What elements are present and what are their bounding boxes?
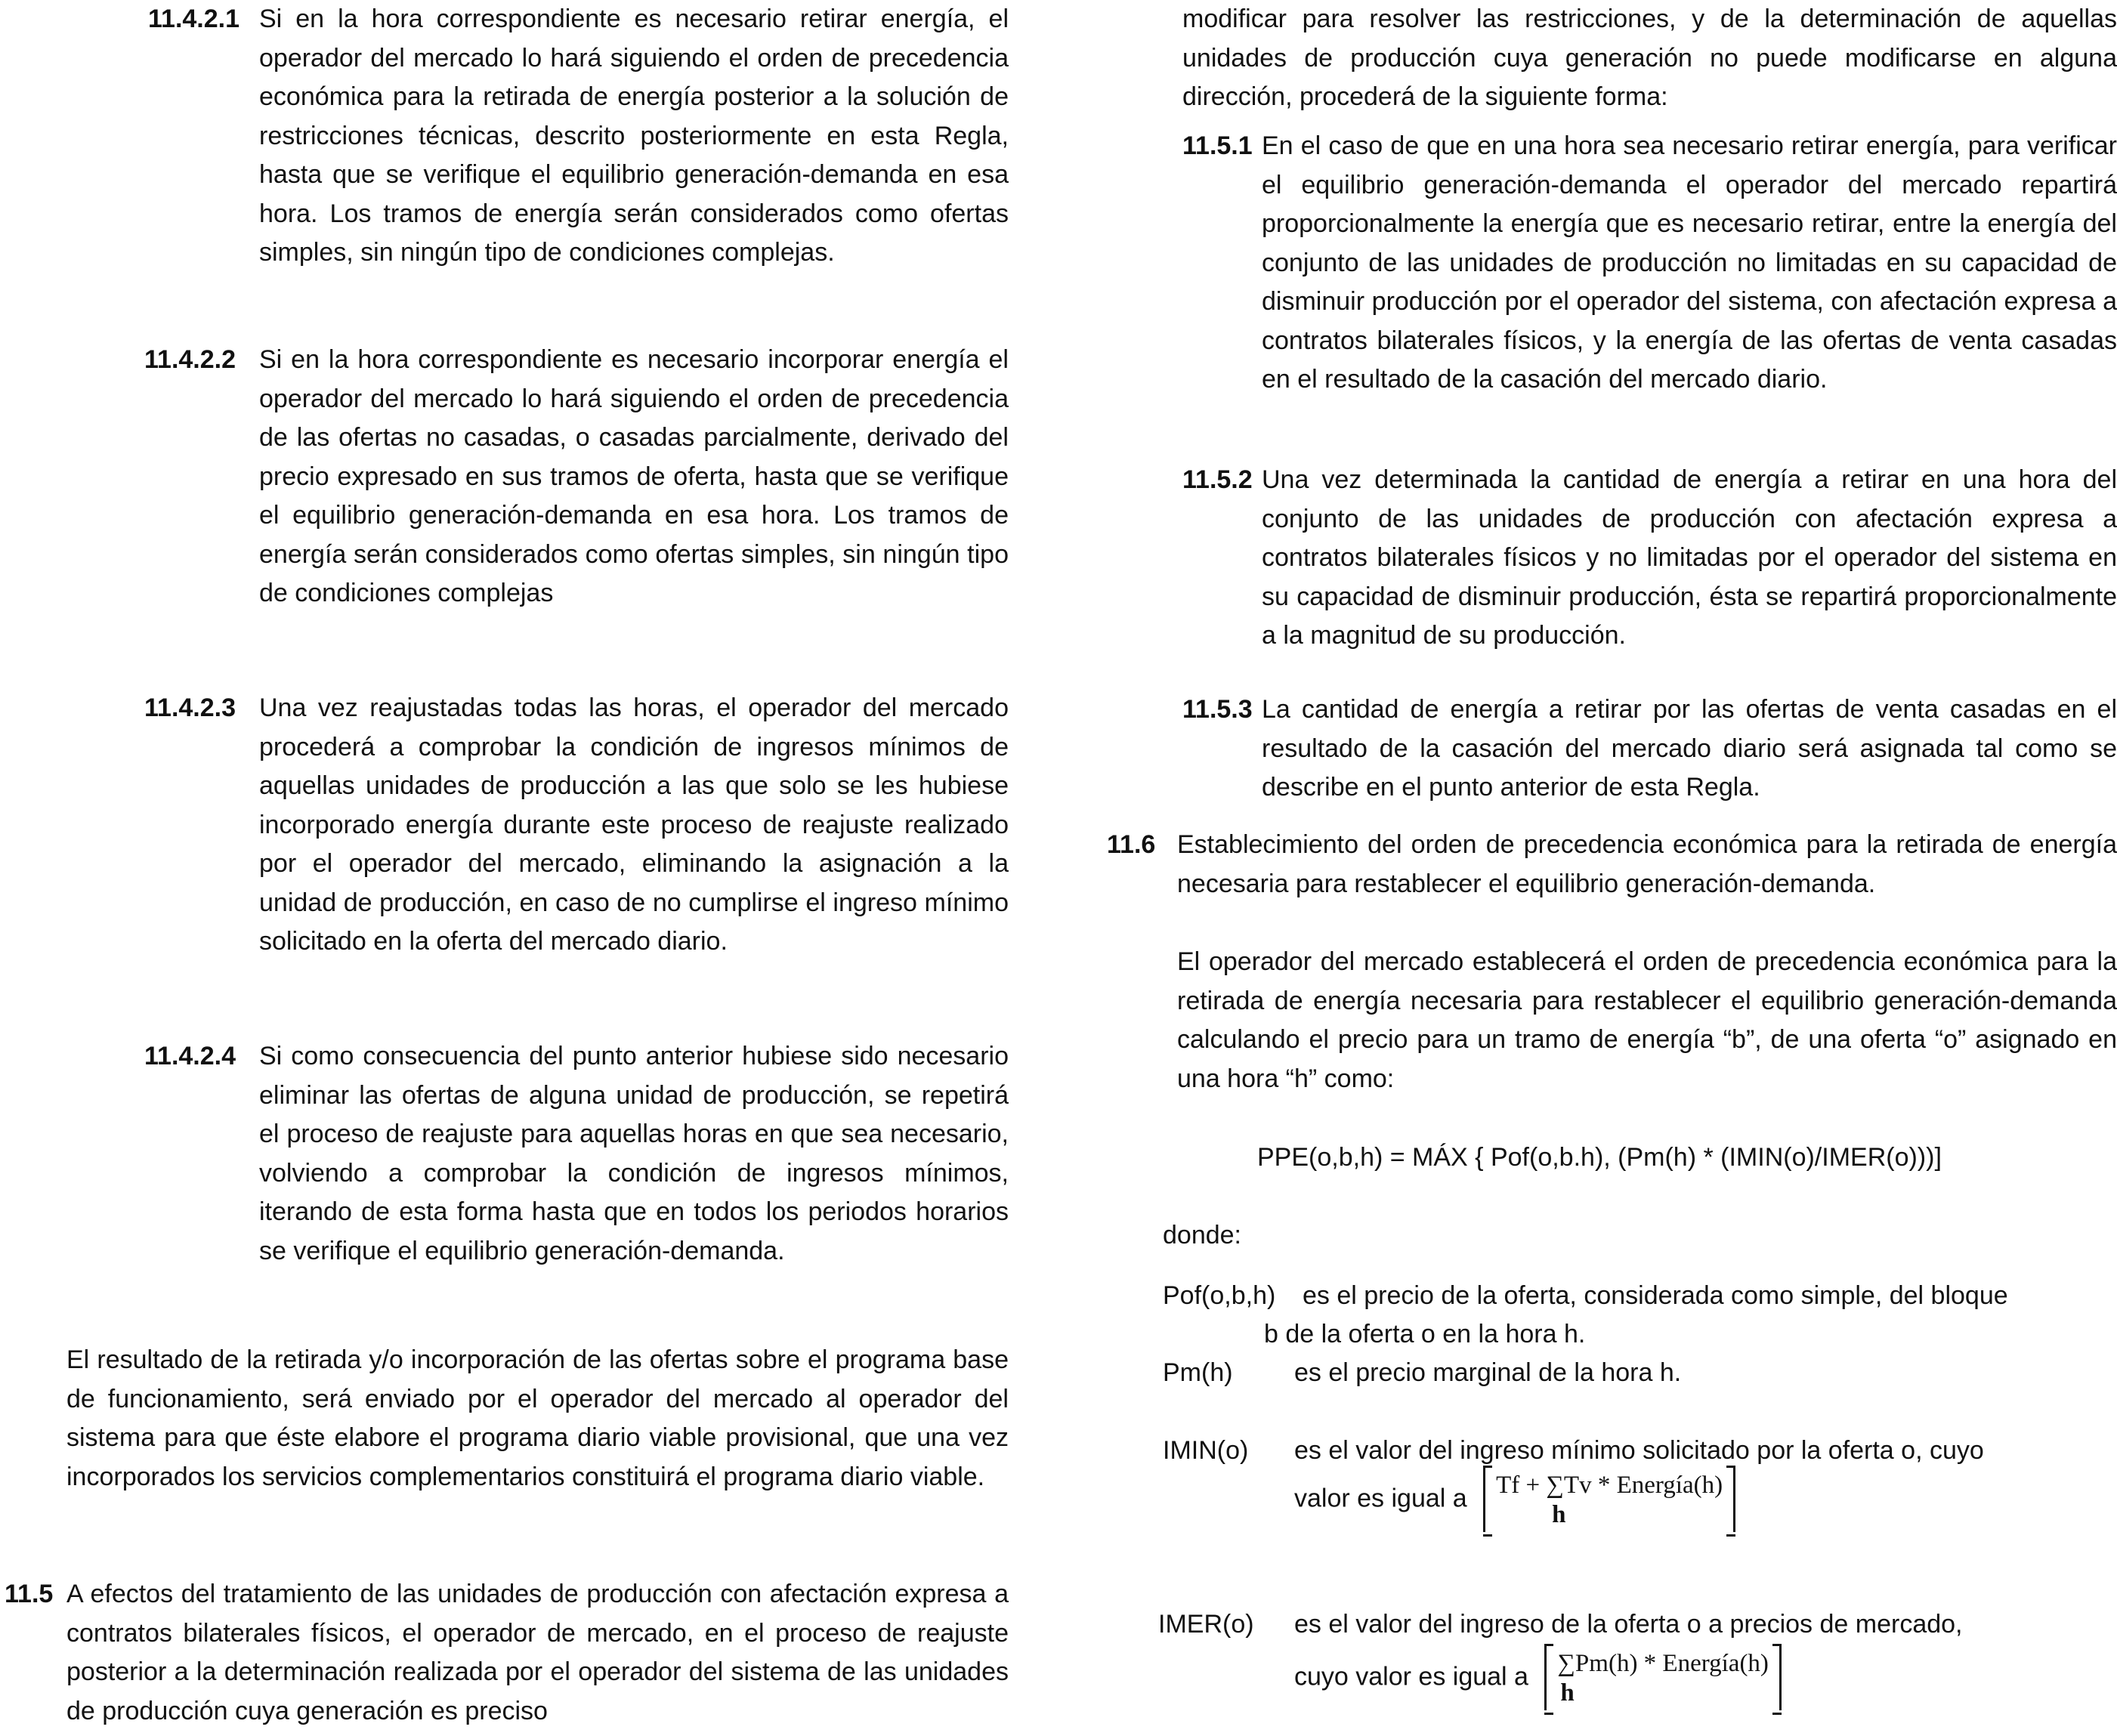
clause-11-4-2-4 xyxy=(0,1037,1009,1271)
term-imin: IMIN(o) xyxy=(1163,1436,1249,1465)
clause-number: 11.4.2.4 xyxy=(144,1042,236,1070)
clause-text: La cantidad de energía a retirar por las ofertas de venta casadas en el resultado de la casación del mercado diario será asignada tal como se describe en el punto anterior de esta Regla. xyxy=(1262,695,2117,802)
clause-number: 11.5.3 xyxy=(1182,695,1253,724)
clause-text: Si como consecuencia del punto anterior hubiese sido necesario eliminar las ofertas de alguna unidad de producción, se repetirá el proceso de reajuste para aquellas horas en que sea necesario, volviendo a comprobar la condición de ingresos mínimos, iterando de esta forma hasta que en todos los periodos horarios se verifique el equilibrio generación-demanda. xyxy=(259,1042,1009,1265)
result-paragraph: El resultado de la retirada y/o incorporación de las ofertas sobre el programa base de funcionamiento, será enviado por el operador del mercado al operador del sistema para que éste elabore el programa diario viable provisional, que una vez incorporados los servicios complementarios constituirá el programa diario viable. xyxy=(66,1345,1009,1491)
imer-value-label: cuyo valor es igual a xyxy=(1294,1662,1528,1691)
def-pm: es el precio marginal de la hora h. xyxy=(1294,1358,1682,1387)
imer-formula-box xyxy=(1544,1644,1782,1710)
def-pof-line1: es el precio de la oferta, considerada como simple, del bloque xyxy=(1303,1281,2008,1310)
imer-subscript: h xyxy=(1560,1679,1575,1707)
clause-text: Una vez reajustadas todas las horas, el operador del mercado procederá a comprobar la condición de ingresos mínimos de aquellas unidades de producción a las que solo se les hubiese incorporado energía durante este proceso de reajuste realizado por el operador del mercado, eliminando la asignación a la unidad de producción, en caso de no cumplirse el ingreso mínimo solicitado en la oferta del mercado diario. xyxy=(259,693,1009,956)
clause-number: 11.6 xyxy=(1107,830,1156,859)
clause-number: 11.4.2.3 xyxy=(144,693,236,722)
term-pof: Pof(o,b,h) xyxy=(1163,1281,1276,1310)
clause-11-4-2-1 xyxy=(0,0,1009,273)
clause-text: Establecimiento del orden de precedencia económica para la retirada de energía necesaria para restablecer el equilibrio generación-demanda. xyxy=(1177,830,2117,898)
clause-number: 11.5.2 xyxy=(1182,465,1253,494)
clause-text: Si en la hora correspondiente es necesario retirar energía, el operador del mercado lo hará siguiendo el orden de precedencia económica para la retirada de energía posterior a la solución de restricciones técnicas, descrito posteriormente en esta Regla, hasta que se verifique el equilibrio generación-demanda en esa hora. Los tramos de energía serán considerados como ofertas simples, sin ningún tipo de condiciones complejas. xyxy=(259,5,1009,267)
term-pm: Pm(h) xyxy=(1163,1358,1233,1387)
clause-11-6 xyxy=(1107,826,2117,904)
clause-text: En el caso de que en una hora sea necesario retirar energía, para verificar el equilibrio generación-demanda el operador del mercado repartirá proporcionalmente la energía que es necesario retirar, entre la energía del conjunto de las unidades de producción no limitadas en su capacidad de disminuir producción por el operador del sistema, con afectación expresa a contratos bilaterales físicos, y la energía de las ofertas de venta casadas en el resultado de la casación del mercado diario. xyxy=(1262,131,2117,394)
clause-11-4-2-2 xyxy=(0,341,1009,613)
imer-expression: ∑Pm(h) * Energía(h) xyxy=(1557,1650,1769,1677)
imer-value xyxy=(1294,1644,1782,1710)
imin-formula-box xyxy=(1483,1466,1735,1532)
clause-11-5-3 xyxy=(1107,690,2117,808)
clause-number: 11.5.1 xyxy=(1182,131,1253,160)
ppe-formula: PPE(o,b,h) = MÁX { Pof(o,b.h), (Pm(h) * (IMIN(o)/IMER(o)))] xyxy=(1257,1143,1942,1172)
clause-11-5-continuation: modificar para resolver las restricciones, y de la determinación de aquellas unidades de producción cuya generación no puede modificarse en alguna dirección, procederá de la siguiente forma: xyxy=(1182,5,2117,111)
clause-11-5 xyxy=(0,1575,1009,1731)
imin-subscript: h xyxy=(1552,1501,1566,1528)
clause-number: 11.4.2.1 xyxy=(148,5,240,33)
imin-expression: Tf + ∑Tv * Energía(h) xyxy=(1496,1472,1723,1499)
def-imer: es el valor del ingreso de la oferta o a precios de mercado, xyxy=(1294,1610,1963,1639)
def-imin: es el valor del ingreso mínimo solicitado por la oferta o, cuyo xyxy=(1294,1436,1984,1465)
term-imer: IMER(o) xyxy=(1158,1610,1254,1639)
clause-number: 11.4.2.2 xyxy=(144,345,236,374)
clause-text: Una vez determinada la cantidad de energía a retirar en una hora del conjunto de las unidades de producción con afectación expresa a contratos bilaterales físicos y no limitadas por el operador del sistema en su capacidad de disminuir producción, ésta se repartirá proporcionalmente a la magnitud de su producción. xyxy=(1262,465,2117,650)
clause-11-5-1 xyxy=(1107,127,2117,400)
donde-label: donde: xyxy=(1163,1221,1241,1249)
clause-11-5-2 xyxy=(1107,461,2117,656)
def-pof-line2: b de la oferta o en la hora h. xyxy=(1264,1320,1586,1348)
clause-text: Si en la hora correspondiente es necesario incorporar energía el operador del mercado lo hará siguiendo el orden de precedencia de las ofertas no casadas, o casadas parcialmente, derivado del precio expresado en sus tramos de oferta, hasta que se verifique el equilibrio generación-demanda en esa hora. Los tramos de energía serán considerados como ofertas simples, sin ningún tipo de condiciones complejas xyxy=(259,345,1009,607)
clause-text: A efectos del tratamiento de las unidades de producción con afectación expresa a contratos bilaterales físicos, el operador de mercado, en el proceso de reajuste posterior a la determinación realizada por el operador del sistema de las unidades de producción cuya generación es preciso xyxy=(66,1580,1009,1725)
clause-11-6-body: El operador del mercado establecerá el orden de precedencia económica para la retirada de energía necesaria para restablecer el equilibrio generación-demanda calculando el precio para un tramo de energía “b”, de una oferta “o” asignado en una hora “h” como: xyxy=(1177,947,2117,1093)
imin-value-label: valor es igual a xyxy=(1294,1484,1467,1513)
imin-value xyxy=(1294,1466,1735,1532)
clause-number: 11.5 xyxy=(5,1580,54,1608)
clause-11-4-2-3 xyxy=(0,689,1009,962)
